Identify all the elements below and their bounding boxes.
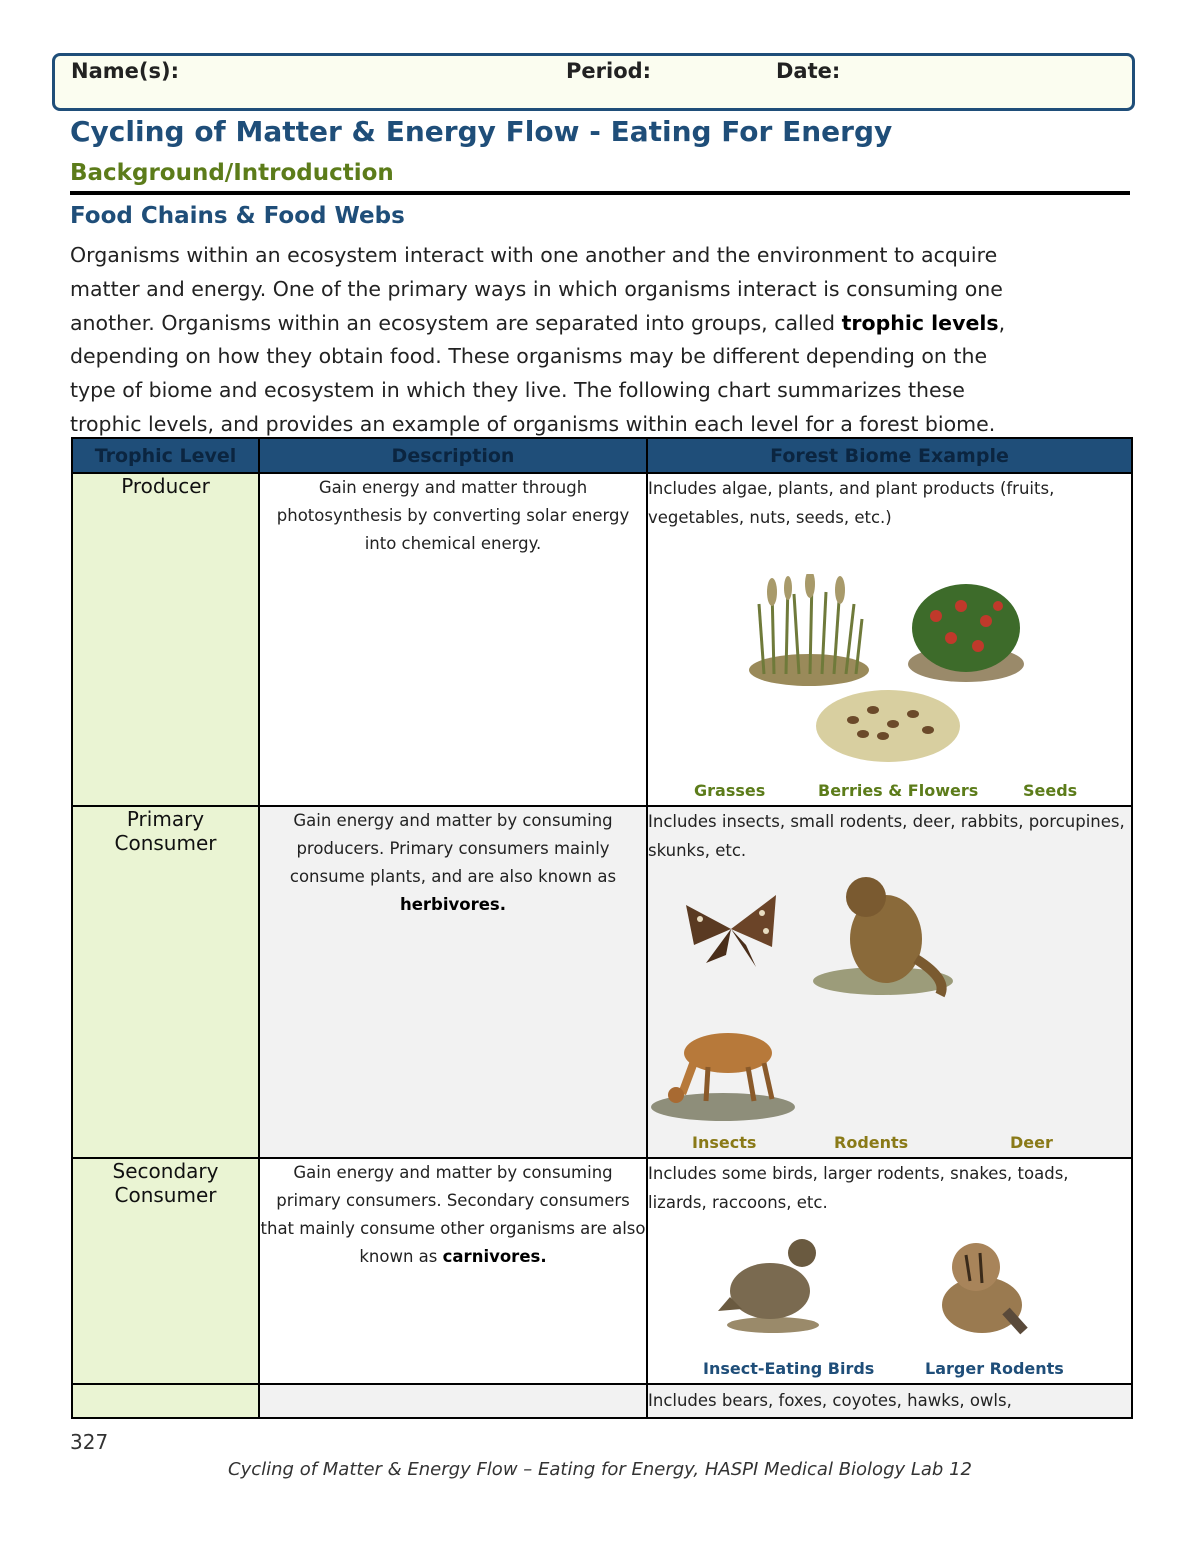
caption-larger-rodents: Larger Rodents <box>925 1359 1064 1378</box>
level-secondary-consumer <box>72 1158 259 1384</box>
description-secondary-consumer <box>259 1158 647 1384</box>
caption-seeds: Seeds <box>1023 781 1078 800</box>
column-header-description: Description <box>259 438 647 473</box>
intro-paragraph <box>70 239 1140 442</box>
page-title: Cycling of Matter & Energy Flow - Eating For Energy <box>70 115 893 148</box>
description-text: Gain energy and matter by consuming primary consumers. Secondary consumers that mainly consume other organisms are also known as <box>260 1163 646 1266</box>
level-producer: Producer <box>72 473 259 806</box>
intro-line: depending on how they obtain food. These organisms may be different depending on the <box>70 344 988 369</box>
description-producer: Gain energy and matter through photosynthesis by converting solar energy into chemical energy. <box>259 473 647 806</box>
carnivores-term: carnivores. <box>442 1247 547 1266</box>
example-text: Includes insects, small rodents, deer, rabbits, porcupines, skunks, etc. <box>648 812 1125 860</box>
table-row-secondary-consumer <box>72 1158 1132 1384</box>
herbivores-term: herbivores. <box>399 895 507 914</box>
level-text: Secondary <box>112 1159 219 1183</box>
caption-insect-eating-birds: Insect-Eating Birds <box>703 1359 875 1378</box>
intro-line: matter and energy. One of the primary ways in which organisms interact is consuming one <box>70 276 1003 301</box>
example-text: Includes bears, foxes, coyotes, hawks, owls, <box>648 1391 1012 1410</box>
intro-line <box>70 307 1140 341</box>
description-text: Gain energy and matter by consuming producers. Primary consumers mainly consume plants, and are also known as <box>289 811 617 886</box>
intro-text: another. Organisms within an ecosystem are separated into groups, called <box>70 310 842 335</box>
level-primary-consumer <box>72 806 259 1158</box>
level-text: Consumer <box>114 831 217 855</box>
name-label: Name(s): <box>71 59 179 83</box>
table-header-row <box>72 438 1132 473</box>
caption-berries-flowers: Berries & Flowers <box>818 781 979 800</box>
example-text: Includes algae, plants, and plant products (fruits, vegetables, nuts, seeds, etc.) <box>648 479 1055 527</box>
example-primary-consumer <box>647 806 1132 1158</box>
intro-line: type of biome and ecosystem in which they live. The following chart summarizes these <box>70 378 965 403</box>
period-label: Period: <box>566 59 652 83</box>
table-row-primary-consumer <box>72 806 1132 1158</box>
student-info-box <box>52 53 1135 111</box>
caption-grasses: Grasses <box>694 781 766 800</box>
chipmunk-illustration <box>936 1231 1028 1337</box>
caption-insects: Insects <box>692 1133 757 1152</box>
description-primary-consumer <box>259 806 647 1158</box>
seeds-illustration <box>813 680 963 764</box>
date-label: Date: <box>776 59 841 83</box>
table-row-producer <box>72 473 1132 806</box>
intro-line: trophic levels, and provides an example of organisms within each level for a forest biome. <box>70 411 996 436</box>
description-tertiary <box>259 1384 647 1418</box>
butterfly-illustration <box>676 885 786 973</box>
trophic-levels-term: trophic levels <box>841 310 999 335</box>
example-secondary-consumer <box>647 1158 1132 1384</box>
example-producer <box>647 473 1132 806</box>
column-header-trophic-level: Trophic Level <box>72 438 259 473</box>
example-tertiary <box>647 1384 1132 1418</box>
bird-illustration <box>718 1231 828 1335</box>
level-text: Primary <box>126 807 205 831</box>
page-subtitle: Background/Introduction <box>70 160 394 186</box>
caption-deer: Deer <box>1010 1133 1053 1152</box>
berries-flowers-illustration <box>906 576 1026 684</box>
table-row-tertiary-consumer <box>72 1384 1132 1418</box>
deer-illustration <box>648 1003 798 1123</box>
intro-line: Organisms within an ecosystem interact with one another and the environment to acquire <box>70 243 998 267</box>
example-text: Includes some birds, larger rodents, snakes, toads, lizards, raccoons, etc. <box>648 1164 1069 1212</box>
level-text: Consumer <box>114 1183 217 1207</box>
divider <box>70 191 1130 195</box>
page-number: 327 <box>70 1430 109 1454</box>
trophic-levels-table <box>71 437 1133 1419</box>
level-tertiary <box>72 1384 259 1418</box>
intro-text: , <box>998 310 1006 335</box>
column-header-forest-biome-example: Forest Biome Example <box>647 438 1132 473</box>
section-title: Food Chains & Food Webs <box>70 203 405 229</box>
rodent-illustration <box>808 869 958 999</box>
caption-rodents: Rodents <box>834 1133 909 1152</box>
page-footer: Cycling of Matter & Energy Flow – Eating for Energy, HASPI Medical Biology Lab 12 <box>228 1459 972 1480</box>
grasses-illustration <box>744 574 874 690</box>
